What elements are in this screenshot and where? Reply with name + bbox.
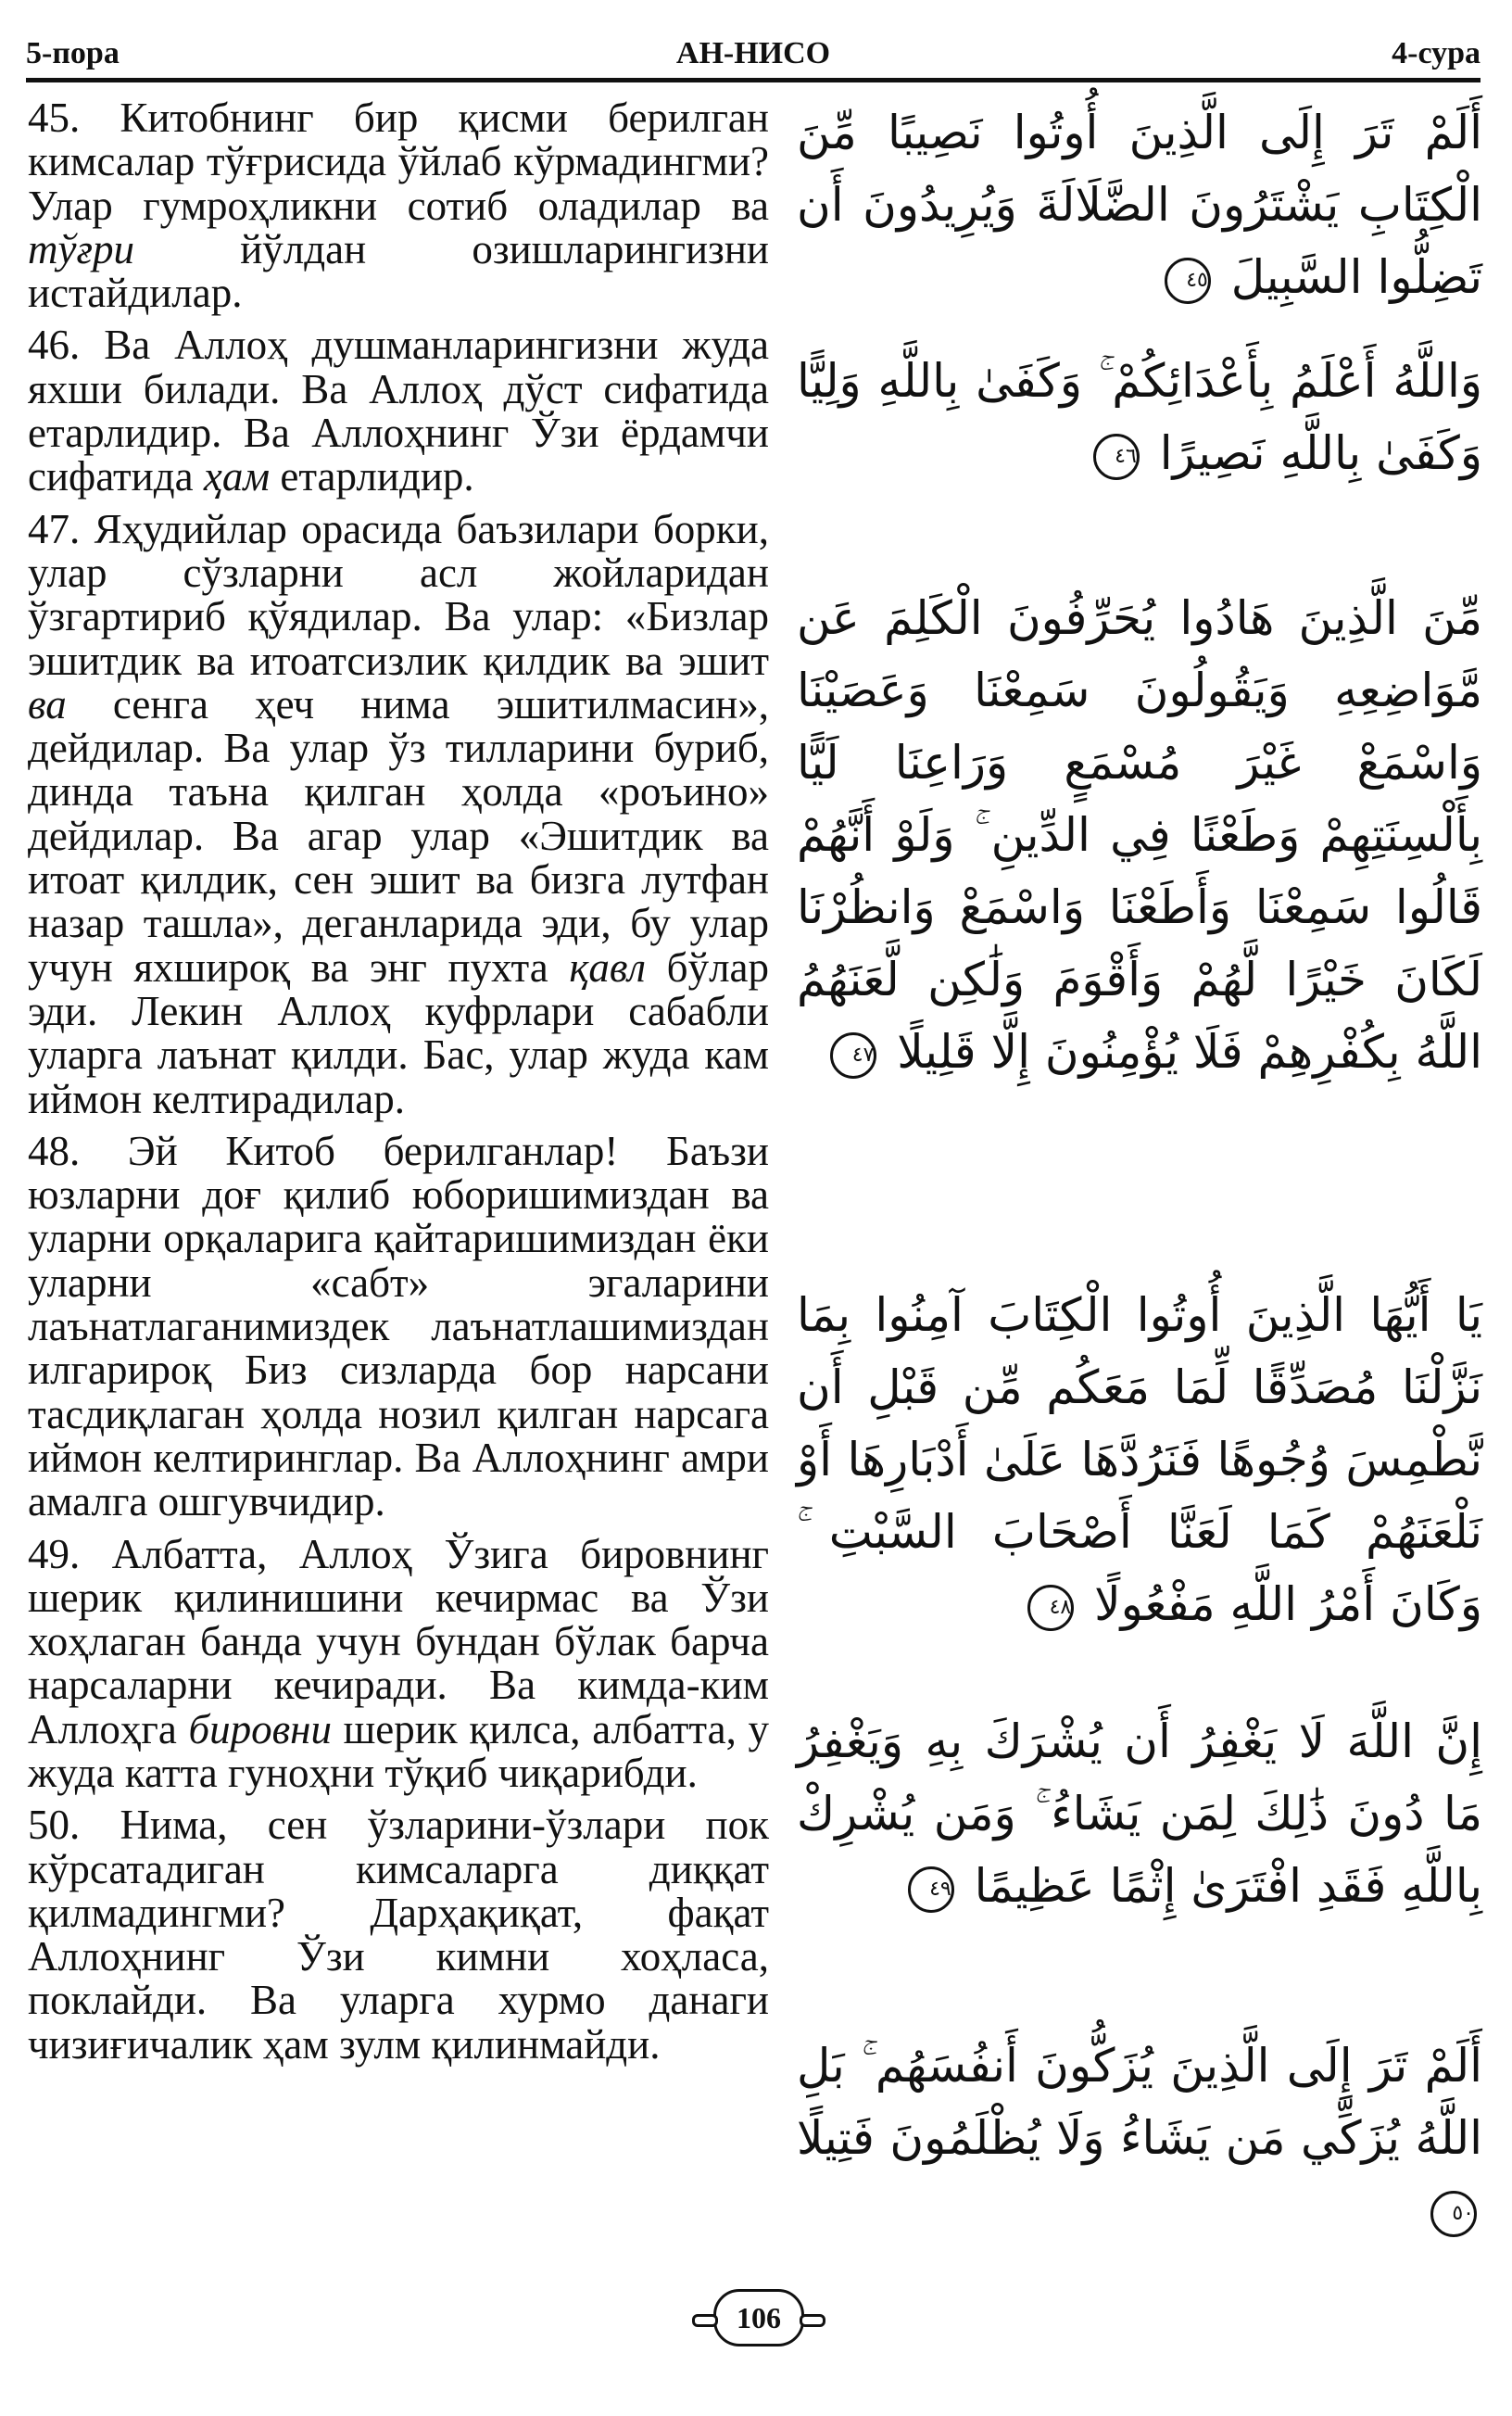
ayah-marker-49: ٤٩ <box>908 1866 954 1913</box>
verse-48-arabic: يَا أَيُّهَا الَّذِينَ أُوتُوا الْكِتَابَ آمِنُوا بِمَا نَزَّلْنَا مُصَدِّقًا لِّمَا مَعَكُم مِّن قَبْلِ أَن نَّطْمِسَ وُجُوهًا فَنَرُدَّهَا عَلَىٰ أَدْبَارِهَا أَوْ نَلْعَنَهُمْ كَمَا لَعَنَّا أَصْحَابَ السَّبْتِ ۚ وَكَانَ أَمْرُ اللَّهِ مَفْعُولًا ٤٨ <box>797 1288 1482 1631</box>
verse-46-translation: 46. Ва Аллоҳ душманларингизни жуда яхши билади. Ва Аллоҳ дўст сифатида етарлидир. Ва Аллоҳнинг Ўзи ёрдамчи сифатида ҳам етарлидир. <box>28 322 769 500</box>
translation-column <box>28 96 769 2075</box>
ayah-marker-47: ٤٧ <box>830 1032 876 1079</box>
verse-46-arabic: وَاللَّهُ أَعْلَمُ بِأَعْدَائِكُمْ ۚ وَكَفَىٰ بِاللَّهِ وَلِيًّا وَكَفَىٰ بِاللَّهِ نَصِيرًا ٤٦ <box>797 354 1482 480</box>
verse-49-arabic: إِنَّ اللَّهَ لَا يَغْفِرُ أَن يُشْرَكَ بِهِ وَيَغْفِرُ مَا دُونَ ذَٰلِكَ لِمَن يَشَاءُ ۚ وَمَن يُشْرِكْ بِاللَّهِ فَقَدِ افْتَرَىٰ إِثْمًا عَظِيمًا ٤٩ <box>797 1714 1482 1913</box>
surah-number-label: 4-сура <box>1392 36 1480 70</box>
ayah-marker-48: ٤٨ <box>1027 1585 1074 1631</box>
header-rule <box>26 78 1480 82</box>
page-header <box>26 33 1480 74</box>
verse-45-arabic: أَلَمْ تَرَ إِلَى الَّذِينَ أُوتُوا نَصِيبًا مِّنَ الْكِتَابِ يَشْتَرُونَ الضَّلَالَةَ وَيُرِيدُونَ أَن تَضِلُّوا السَّبِيلَ ٤٥ <box>797 106 1482 304</box>
juz-label: 5-пора <box>26 36 120 70</box>
page-number: 106 <box>713 2289 804 2346</box>
verse-50-arabic: أَلَمْ تَرَ إِلَى الَّذِينَ يُزَكُّونَ أَنفُسَهُم ۚ بَلِ اللَّهُ يُزَكِّي مَن يَشَاءُ وَلَا يُظْلَمُونَ فَتِيلًا ٥٠ <box>797 2030 1482 2246</box>
verse-50-translation: 50. Нима, сен ўзларини-ўзлари пок кўрсатадиган кимсаларга диққат қилмадингми? Дарҳақиқат, фақат Аллоҳнинг Ўзи кимни хоҳласа, поклайди. Ва уларга хурмо данаги чизиғичалик ҳам зулм қилинмайди. <box>28 1802 769 2068</box>
ayah-marker-46: ٤٦ <box>1093 434 1140 480</box>
verse-48-translation: 48. Эй Китоб берилганлар! Баъзи юзларни доғ қилиб юборишимиздан ва уларни орқаларига қайтаришимиздан ёки уларни «сабт» эгаларини лаънатлаганимиздек лаънатлашимиздан илгарироқ Биз сизларда бор нарсани тасдиқлаган ҳолда нозил қилган нарсага иймон келтиринглар. Ва Аллоҳнинг амри амалга ошгувчидир. <box>28 1127 769 1525</box>
verse-47-arabic: مِّنَ الَّذِينَ هَادُوا يُحَرِّفُونَ الْكَلِمَ عَن مَّوَاضِعِهِ وَيَقُولُونَ سَمِعْنَا وَعَصَيْنَا وَاسْمَعْ غَيْرَ مُسْمَعٍ وَرَاعِنَا لَيًّا بِأَلْسِنَتِهِمْ وَطَعْنًا فِي الدِّينِ ۚ وَلَوْ أَنَّهُمْ قَالُوا سَمِعْنَا وَأَطَعْنَا وَاسْمَعْ وَانظُرْنَا لَكَانَ خَيْرًا لَّهُمْ وَأَقْوَمَ وَلَٰكِن لَّعَنَهُمُ اللَّهُ بِكُفْرِهِمْ فَلَا يُؤْمِنُونَ إِلَّا قَلِيلًا ٤٧ <box>797 591 1482 1079</box>
surah-title: АН-НИСО <box>675 36 831 70</box>
ayah-marker-50: ٥٠ <box>1430 2191 1477 2237</box>
verse-45-translation: 45. Китобнинг бир қисми берилган кимсалар тўғрисида ўйлаб кўрмадингми? Улар гумроҳликни сотиб оладилар ва тўғри йўлдан озишларингизни истайдилар. <box>28 95 769 317</box>
ayah-marker-45: ٤٥ <box>1165 258 1211 304</box>
verse-49-translation: 49. Албатта, Аллоҳ Ўзига бировнинг шерик қилинишини кечирмас ва Ўзи хоҳлаган банда учун бундан бўлак барча нарсаларни кечиради. Ва кимда-ким Аллоҳга бировни шерик қилса, албатта, у жуда катта гуноҳни тўқиб чиқарибди. <box>28 1530 769 1796</box>
verse-47-translation: 47. Яҳудийлар орасида баъзилари борки, улар сўзларни асл жойларидан ўзгартириб қўядилар. Ва улар: «Бизлар эшитдик ва итоатсизлик қилдик ва эшит ва сенга ҳеч нима эшитилмасин», дейдилар. Ва улар ўз тилларини буриб, динда таъна қилган ҳолда «роъино» дейдилар. Ва агар улар «Эшитдик ва итоат қилдик, сен эшит ва бизга лутфан назар ташла», деганларида эди, бу улар учун яхшироқ ва энг пухта қавл бўлар эди. Лекин Аллоҳ куфрлари сабабли уларга лаънат қилди. Бас, улар жуда кам иймон келтирадилар. <box>28 505 770 1122</box>
